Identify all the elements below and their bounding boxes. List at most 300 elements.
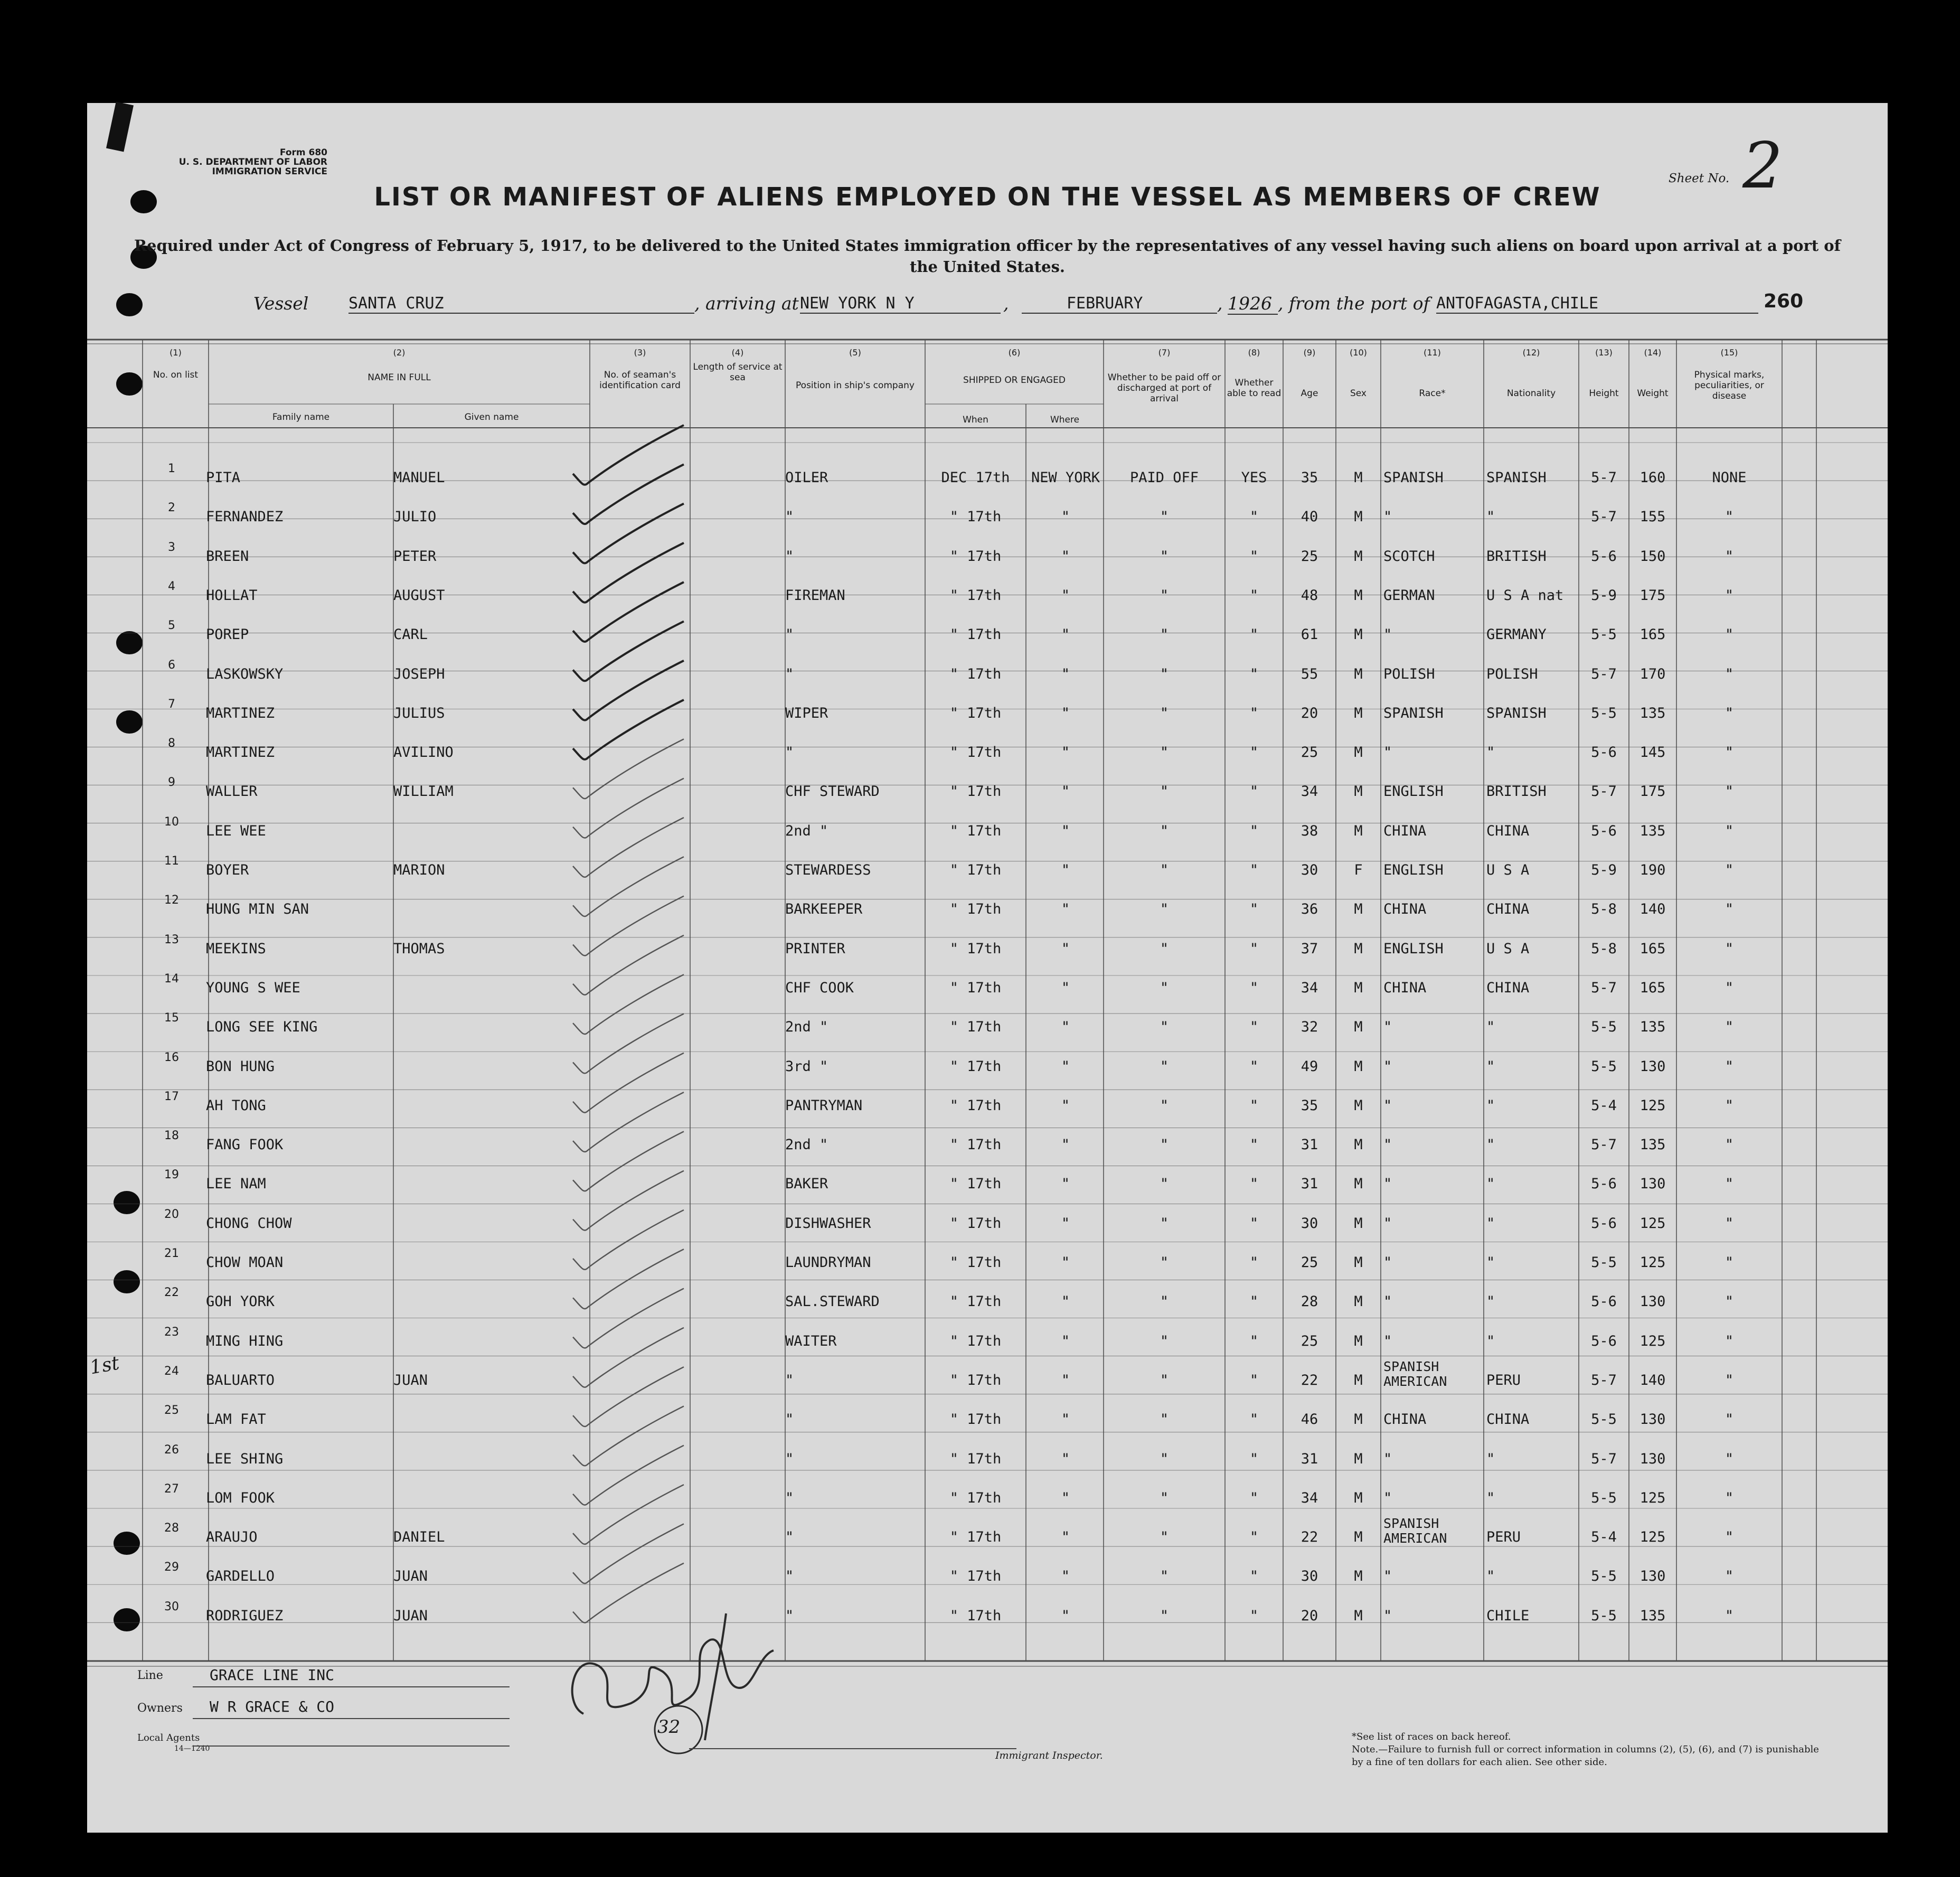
header-when: When [963, 415, 988, 425]
cell-where: " [1061, 1058, 1070, 1075]
check-mark [573, 818, 684, 877]
cell-race: " [1383, 1176, 1392, 1193]
cell-no: 13 [164, 933, 179, 946]
sheet-number-label: Sheet No. [1669, 172, 1730, 185]
cell-marks: " [1725, 509, 1734, 525]
cell-paid: " [1160, 1607, 1169, 1624]
cell-paid: " [1160, 1568, 1169, 1585]
cell-no: 9 [168, 776, 175, 790]
column-number: (5) [849, 348, 861, 358]
cell-weight: 130 [1639, 1176, 1666, 1193]
cell-age: 31 [1301, 1450, 1318, 1467]
cell-race: " [1383, 1215, 1392, 1232]
cell-age: 34 [1301, 783, 1318, 800]
cell-weight: 125 [1639, 1489, 1666, 1506]
owners-underline [193, 1718, 510, 1719]
cell-marks: " [1725, 1450, 1734, 1467]
cell-read: " [1249, 862, 1259, 878]
cell-read: " [1249, 1372, 1259, 1388]
cell-paid: " [1160, 783, 1169, 800]
cell-read: " [1249, 979, 1259, 996]
check-mark [573, 857, 684, 916]
cell-no: 17 [164, 1090, 179, 1103]
cell-sex: F [1354, 862, 1363, 878]
cell-nationality: BRITISH [1486, 548, 1547, 565]
cell-no: 11 [164, 855, 179, 868]
cell-nationality: " [1486, 1332, 1495, 1349]
cell-sex: M [1354, 979, 1363, 996]
cell-family: LAM FAT [206, 1411, 266, 1428]
cell-read: " [1249, 783, 1259, 800]
cell-where: " [1061, 1529, 1070, 1546]
column-number: (8) [1248, 348, 1260, 358]
cell-age: 37 [1301, 940, 1318, 957]
cell-no: 27 [164, 1482, 179, 1496]
cell-height: 5-7 [1591, 1372, 1617, 1388]
cell-where: NEW YORK [1031, 470, 1100, 486]
cell-weight: 165 [1639, 940, 1666, 957]
check-mark [573, 1249, 684, 1309]
cell-paid: " [1160, 665, 1169, 682]
cell-given: DANIEL [393, 1529, 445, 1546]
check-mark [573, 778, 684, 838]
cell-paid: " [1160, 940, 1169, 957]
check-mark [573, 661, 684, 720]
cell-race: SPANISH [1383, 470, 1444, 486]
cell-no: 28 [164, 1522, 179, 1535]
cell-when: " 17th [949, 509, 1002, 525]
cell-nationality: " [1486, 1019, 1495, 1036]
cell-when: " 17th [949, 783, 1002, 800]
cell-weight: 125 [1639, 1254, 1666, 1271]
cell-sex: M [1354, 1097, 1363, 1114]
cell-given: JUAN [393, 1372, 428, 1388]
cell-where: " [1061, 587, 1070, 604]
cell-race: CHINA [1383, 822, 1427, 839]
cell-height: 5-5 [1591, 1254, 1617, 1271]
cell-height: 5-5 [1591, 626, 1617, 643]
cell-age: 38 [1301, 822, 1318, 839]
cell-where: " [1061, 509, 1070, 525]
cell-position: OILER [785, 470, 828, 486]
cell-position: WIPER [785, 705, 828, 721]
cell-family: CHOW MOAN [206, 1254, 284, 1271]
cell-no: 20 [164, 1207, 179, 1221]
cell-paid: " [1160, 1411, 1169, 1428]
cell-when: " 17th [949, 744, 1002, 761]
cell-marks: " [1725, 665, 1734, 682]
cell-where: " [1061, 1215, 1070, 1232]
cell-race: CHINA [1383, 979, 1427, 996]
cell-sex: M [1354, 1215, 1363, 1232]
cell-weight: 190 [1639, 862, 1666, 878]
cell-paid: " [1160, 744, 1169, 761]
cell-age: 20 [1301, 1607, 1318, 1624]
cell-race: " [1383, 1097, 1392, 1114]
cell-read: " [1249, 587, 1259, 604]
cell-age: 32 [1301, 1019, 1318, 1036]
cell-age: 22 [1301, 1372, 1318, 1388]
cell-read: YES [1241, 470, 1267, 486]
service: IMMIGRATION SERVICE [212, 166, 327, 177]
cell-sex: M [1354, 626, 1363, 643]
column-number: (15) [1720, 348, 1738, 358]
cell-marks: " [1725, 587, 1734, 604]
cell-marks: " [1725, 1293, 1734, 1310]
check-mark [573, 896, 684, 956]
cell-no: 1 [168, 462, 175, 475]
cell-family: MEEKINS [206, 940, 266, 957]
cell-position: " [785, 665, 794, 682]
cell-sex: M [1354, 1254, 1363, 1271]
cell-race: " [1383, 744, 1392, 761]
cell-position: BARKEEPER [785, 901, 863, 918]
cell-sex: M [1354, 548, 1363, 565]
check-mark [573, 622, 684, 681]
cell-paid: " [1160, 1489, 1169, 1506]
cell-age: 46 [1301, 1411, 1318, 1428]
cell-nationality: " [1486, 1568, 1495, 1585]
cell-paid: " [1160, 548, 1169, 565]
cell-position: STEWARDESS [785, 862, 871, 878]
agents-label: Local Agents [137, 1732, 200, 1743]
cell-height: 5-5 [1591, 1019, 1617, 1036]
cell-read: " [1249, 705, 1259, 721]
cell-where: " [1061, 822, 1070, 839]
cell-family: FANG FOOK [206, 1137, 284, 1153]
cell-age: 25 [1301, 1254, 1318, 1271]
header-given-name: Given name [464, 412, 519, 423]
cell-where: " [1061, 626, 1070, 643]
cell-position: " [785, 1372, 794, 1388]
cell-marks: " [1725, 1254, 1734, 1271]
header-family-name: Family name [272, 412, 330, 423]
cell-where: " [1061, 783, 1070, 800]
cell-paid: " [1160, 1372, 1169, 1388]
check-mark [573, 974, 684, 1034]
cell-sex: M [1354, 1372, 1363, 1388]
cell-weight: 130 [1639, 1450, 1666, 1467]
cell-nationality: SPANISH [1486, 705, 1547, 721]
cell-nationality: BRITISH [1486, 783, 1547, 800]
cell-marks: NONE [1712, 470, 1747, 486]
cell-height: 5-6 [1591, 1176, 1617, 1193]
cell-height: 5-6 [1591, 548, 1617, 565]
cell-given: AUGUST [393, 587, 445, 604]
cell-paid: " [1160, 862, 1169, 878]
header-able-to-read: Whether able to read [1227, 378, 1281, 399]
cell-where: " [1061, 665, 1070, 682]
cell-height: 5-7 [1591, 470, 1617, 486]
arriving-label: , arriving at [694, 293, 799, 314]
cell-position: " [785, 1411, 794, 1428]
cell-height: 5-5 [1591, 1058, 1617, 1075]
cell-no: 21 [164, 1247, 179, 1260]
cell-read: " [1249, 1215, 1259, 1232]
cell-read: " [1249, 1293, 1259, 1310]
cell-age: 22 [1301, 1529, 1318, 1546]
cell-family: LEE SHING [206, 1450, 284, 1467]
cell-family: BREEN [206, 548, 249, 565]
header-age: Age [1301, 388, 1318, 399]
cell-sex: M [1354, 744, 1363, 761]
cell-weight: 165 [1639, 979, 1666, 996]
cell-nationality: GERMANY [1486, 626, 1547, 643]
cell-where: " [1061, 1568, 1070, 1585]
form-number: Form 680 [279, 147, 327, 158]
cell-when: " 17th [949, 822, 1002, 839]
cell-family: POREP [206, 626, 249, 643]
cell-age: 31 [1301, 1137, 1318, 1153]
cell-paid: " [1160, 509, 1169, 525]
agents-underline [193, 1745, 510, 1747]
cell-no: 7 [168, 697, 175, 711]
cell-weight: 175 [1639, 783, 1666, 800]
owners-label: Owners [137, 1702, 183, 1715]
cell-family: HOLLAT [206, 587, 258, 604]
cell-sex: M [1354, 470, 1363, 486]
cell-given: CARL [393, 626, 428, 643]
check-mark [573, 700, 684, 759]
cell-where: " [1061, 705, 1070, 721]
cell-paid: " [1160, 705, 1169, 721]
cell-paid: " [1160, 1450, 1169, 1467]
cell-no: 4 [168, 579, 175, 593]
cell-no: 19 [164, 1168, 179, 1182]
cell-paid: " [1160, 1293, 1169, 1310]
cell-when: " 17th [949, 1137, 1002, 1153]
cell-position: " [785, 1529, 794, 1546]
cell-read: " [1249, 1450, 1259, 1467]
check-mark [573, 1092, 684, 1152]
cell-where: " [1061, 940, 1070, 957]
cell-marks: " [1725, 548, 1734, 565]
cell-height: 5-6 [1591, 1293, 1617, 1310]
check-mark [573, 1446, 684, 1505]
cell-marks: " [1725, 979, 1734, 996]
document-subtitle: Required under Act of Congress of February 5, 1917, to be delivered to the United States immigration officer by the representatives of any vessel having such aliens on board upon arrival at a port of the United States. [134, 237, 1841, 276]
cell-weight: 170 [1639, 665, 1666, 682]
cell-weight: 130 [1639, 1293, 1666, 1310]
cell-where: " [1061, 1607, 1070, 1624]
cell-age: 30 [1301, 1215, 1318, 1232]
cell-weight: 155 [1639, 509, 1666, 525]
cell-nationality: " [1486, 1254, 1495, 1271]
check-mark [573, 1131, 684, 1191]
cell-when: " 17th [949, 587, 1002, 604]
check-mark [573, 1289, 684, 1348]
cell-sex: M [1354, 901, 1363, 918]
cell-paid: " [1160, 1019, 1169, 1036]
cell-age: 49 [1301, 1058, 1318, 1075]
header-weight: Weight [1637, 388, 1669, 399]
cell-where: " [1061, 1489, 1070, 1506]
cell-read: " [1249, 1568, 1259, 1585]
cell-when: " 17th [949, 1607, 1002, 1624]
footnote-penalty: Note.—Failure to furnish full or correct information in columns (2), (5), (6), and (7) is punishable by a fine of ten dollars for each alien. See other side. [1352, 1744, 1819, 1768]
cell-marks: " [1725, 705, 1734, 721]
cell-when: " 17th [949, 1058, 1002, 1075]
cell-when: " 17th [949, 1254, 1002, 1271]
cell-given: WILLIAM [393, 783, 454, 800]
cell-age: 35 [1301, 470, 1318, 486]
cell-when: " 17th [949, 548, 1002, 565]
cell-weight: 135 [1639, 822, 1666, 839]
cell-sex: M [1354, 1450, 1363, 1467]
cell-family: LASKOWSKY [206, 665, 284, 682]
cell-race: " [1383, 1607, 1392, 1624]
cell-height: 5-9 [1591, 587, 1617, 604]
cell-when: " 17th [949, 1568, 1002, 1585]
cell-race: " [1383, 1137, 1392, 1153]
cell-given: PETER [393, 548, 437, 565]
cell-weight: 125 [1639, 1529, 1666, 1546]
cell-when: " 17th [949, 901, 1002, 918]
cell-marks: " [1725, 1137, 1734, 1153]
cell-nationality: " [1486, 1489, 1495, 1506]
cell-marks: " [1725, 1058, 1734, 1075]
cell-where: " [1061, 1254, 1070, 1271]
cell-when: " 17th [949, 979, 1002, 996]
cell-position: CHF STEWARD [785, 783, 880, 800]
cell-family: GARDELLO [206, 1568, 275, 1585]
cell-weight: 140 [1639, 1372, 1666, 1388]
cell-when: " 17th [949, 1372, 1002, 1388]
cell-family: MING HING [206, 1332, 284, 1349]
cell-family: YOUNG S WEE [206, 979, 300, 996]
cell-given: MANUEL [393, 470, 445, 486]
cell-no: 18 [164, 1129, 179, 1143]
cell-when: " 17th [949, 1529, 1002, 1546]
manifest-sheet [87, 103, 1888, 1833]
from-port-label: , from the port of [1278, 293, 1430, 314]
cell-family: MARTINEZ [206, 705, 275, 721]
cell-position: " [785, 626, 794, 643]
arrival-month: FEBRUARY [1022, 294, 1217, 314]
cell-race: SPANISH [1383, 705, 1444, 721]
cell-race: GERMAN [1383, 587, 1435, 604]
cell-read: " [1249, 1058, 1259, 1075]
line-label: Line [137, 1669, 163, 1682]
cell-family: BALUARTO [206, 1372, 275, 1388]
cell-paid: " [1160, 1176, 1169, 1193]
cell-paid: PAID OFF [1129, 470, 1199, 486]
cell-marks: " [1725, 1529, 1734, 1546]
cell-weight: 135 [1639, 1019, 1666, 1036]
cell-race: SPANISH AMERICAN [1383, 1358, 1447, 1389]
cell-no: 14 [164, 972, 179, 986]
cell-when: " 17th [949, 1332, 1002, 1349]
form-code: 14—1240 [174, 1744, 210, 1753]
document-title: LIST OR MANIFEST OF ALIENS EMPLOYED ON THE VESSEL AS MEMBERS OF CREW [374, 182, 1601, 212]
cell-sex: M [1354, 665, 1363, 682]
cell-age: 20 [1301, 705, 1318, 721]
cell-nationality: PERU [1486, 1529, 1521, 1546]
header-id-card: No. of seaman's identification card [599, 370, 681, 391]
cell-position: PRINTER [785, 940, 845, 957]
arriving-port: NEW YORK N Y [800, 294, 1001, 314]
cell-position: BAKER [785, 1176, 828, 1193]
line-underline [193, 1686, 510, 1687]
cell-marks: " [1725, 940, 1734, 957]
cell-given: JULIUS [393, 705, 445, 721]
cell-race: ENGLISH [1383, 940, 1444, 957]
cell-paid: " [1160, 587, 1169, 604]
cell-marks: " [1725, 1215, 1734, 1232]
check-marks [87, 103, 1888, 1833]
cell-nationality: " [1486, 1215, 1495, 1232]
header-length-service: Length of service at sea [693, 362, 783, 383]
cell-when: " 17th [949, 862, 1002, 878]
cell-sex: M [1354, 940, 1363, 957]
cell-paid: " [1160, 1137, 1169, 1153]
cell-age: 36 [1301, 901, 1318, 918]
cell-sex: M [1354, 1137, 1363, 1153]
cell-weight: 130 [1639, 1058, 1666, 1075]
check-mark [573, 504, 684, 564]
cell-family: LONG SEE KING [206, 1019, 318, 1036]
cell-sex: M [1354, 1176, 1363, 1193]
inspector-line [689, 1748, 1016, 1749]
check-mark [573, 1406, 684, 1466]
cell-race: " [1383, 1489, 1392, 1506]
cell-nationality: SPANISH [1486, 470, 1547, 486]
cell-race: " [1383, 1293, 1392, 1310]
cell-marks: " [1725, 1176, 1734, 1193]
margin-note: 1st [88, 1352, 121, 1379]
cell-family: MARTINEZ [206, 744, 275, 761]
cell-weight: 135 [1639, 1137, 1666, 1153]
cell-sex: M [1354, 1019, 1363, 1036]
cell-paid: " [1160, 901, 1169, 918]
column-number: (13) [1595, 348, 1613, 358]
cell-sex: M [1354, 1529, 1363, 1546]
cell-position: " [785, 548, 794, 565]
cell-given: JUAN [393, 1568, 428, 1585]
column-number: (11) [1424, 348, 1441, 358]
cell-nationality: CHINA [1486, 901, 1530, 918]
department: U. S. DEPARTMENT OF LABOR [178, 157, 327, 167]
cell-no: 25 [164, 1404, 179, 1418]
cell-weight: 145 [1639, 744, 1666, 761]
cell-position: " [785, 509, 794, 525]
cell-no: 5 [168, 619, 175, 633]
cell-height: 5-6 [1591, 1215, 1617, 1232]
cell-where: " [1061, 1450, 1070, 1467]
cell-nationality: CHINA [1486, 822, 1530, 839]
cell-race: " [1383, 1568, 1392, 1585]
cell-height: 5-6 [1591, 1332, 1617, 1349]
cell-height: 5-7 [1591, 979, 1617, 996]
cell-paid: " [1160, 1254, 1169, 1271]
column-number: (9) [1303, 348, 1316, 358]
cell-height: 5-8 [1591, 901, 1617, 918]
cell-where: " [1061, 1176, 1070, 1193]
cell-sex: M [1354, 822, 1363, 839]
check-mark [573, 935, 684, 995]
cell-read: " [1249, 1411, 1259, 1428]
cell-position: FIREMAN [785, 587, 845, 604]
header-name-in-full: NAME IN FULL [368, 372, 431, 383]
cell-family: RODRIGUEZ [206, 1607, 284, 1624]
cell-when: " 17th [949, 1176, 1002, 1193]
check-mark [573, 425, 684, 485]
cell-race: ENGLISH [1383, 862, 1444, 878]
check-mark [573, 543, 684, 603]
cell-family: WALLER [206, 783, 258, 800]
cell-nationality: U S A nat [1486, 587, 1564, 604]
cell-family: AH TONG [206, 1097, 266, 1114]
